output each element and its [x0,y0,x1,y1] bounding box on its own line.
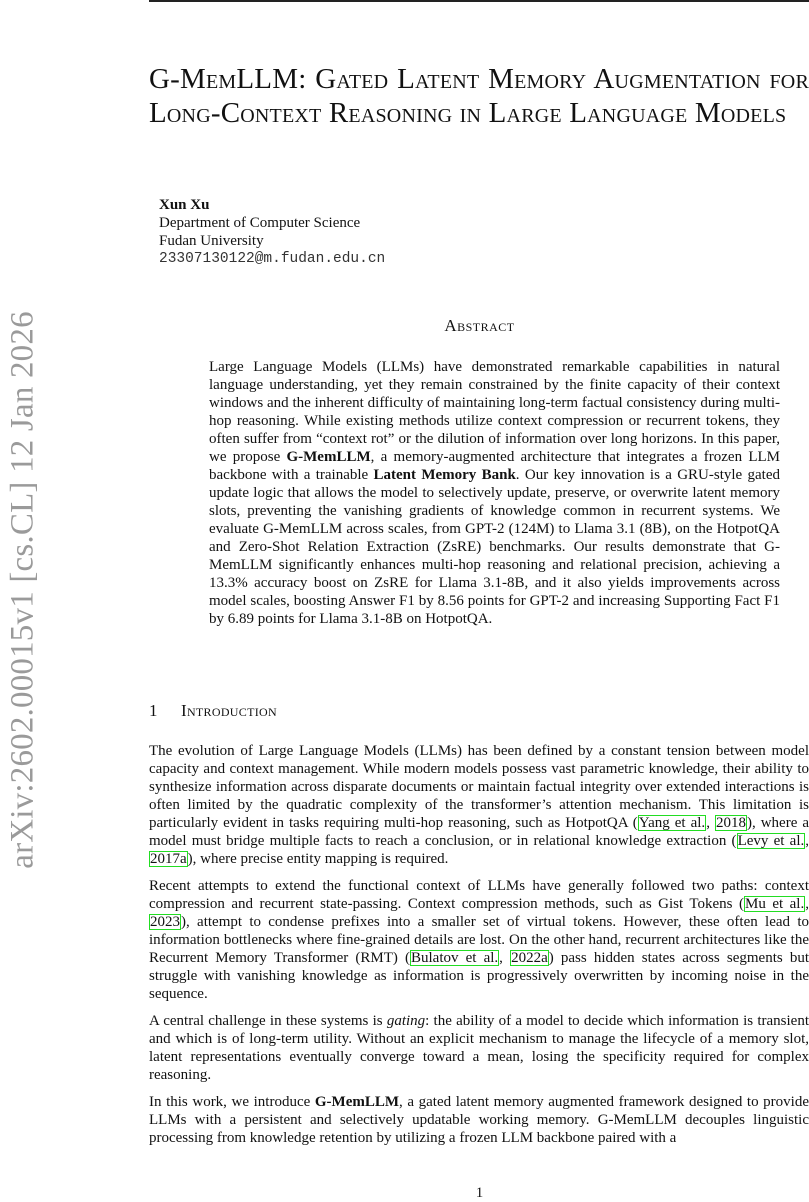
abstract-bold-memory-bank: Latent Memory Bank [373,467,516,483]
author-university: Fudan University [159,233,264,249]
paragraph-text: A central challenge in these systems is [149,1013,387,1029]
citation-link[interactable]: Yang et al. [638,815,706,831]
paragraph-text: ) pass hidden states across segments but struggle with vanishing knowledge as information is progressively overwritten by incoming noise in the sequence. [149,950,809,1002]
intro-paragraph: Recent attempts to extend the functional context of LLMs have generally followed two paths: context compression and recurrent state-passing. Context compression methods, such as Gist Tokens (Mu et al., 2023), attempt to condense prefixes into a smaller set of virtual tokens. However, these often lead to information bottlenecks where fine-grained details are lost. On the other hand, recurrent architectures like the Recurrent Memory Transformer (RMT) (Bulatov et al., 2022a) pass hidden states across segments but struggle with vanishing knowledge as information is progressively overwritten by incoming noise in the sequence. [149,878,809,1002]
author-name: Xun Xu [159,197,210,213]
abstract-body [209,358,780,628]
citation-year-link[interactable]: 2018 [715,815,746,831]
paragraph-text: ), attempt to condense prefixes into a smaller set of virtual tokens. However, these often lead to information bottlenecks where fine-grained details are lost. On the other hand, recurrent architectures like the Recurrent Memory Transformer (RMT) ( [149,914,809,966]
abstract-heading: Abstract [444,316,515,335]
intro-paragraph [149,1093,809,1147]
paragraph-text: The evolution of Large Language Models (LLMs) has been defined by a constant tension between model capacity and context management. While modern models possess vast parametric knowledge, their ability to synthesize information across disparate documents or maintain factual integrity over extended interactions is often limited by the quadratic complexity of the transformer’s attention mechanism. This limitation is particularly evident in tasks requiring multi-hop reasoning, such as HotpotQA ( [149,743,809,831]
abstract-text: , a memory-augmented architecture that integrates a frozen LLM backbone with a trainable [209,449,780,483]
paragraph-text: Recent attempts to extend the functional context of LLMs have generally followed two paths: context compression and recurrent state-passing. Context compression methods, such as Gist Tokens ( [149,878,809,912]
intro-paragraph: The evolution of Large Language Models (LLMs) has been defined by a constant tension between model capacity and context management. While modern models possess vast parametric knowledge, their ability to synthesize information across disparate documents or maintain factual integrity over extended interactions is often limited by the quadratic complexity of the transformer’s attention mechanism. This limitation is particularly evident in tasks requiring multi-hop reasoning, such as HotpotQA (Yang et al., 2018), where a model must bridge multiple facts to reach a conclusion, or in relational knowledge extraction (Levy et al., 2017a), where precise entity mapping is required. [149,743,809,867]
arxiv-stamp-text: arXiv:2602.00015v1 [cs.CL] 12 Jan 2026 [4,311,41,869]
paragraph-text: ), where precise entity mapping is required. [187,851,449,867]
introduction-body [149,742,809,1156]
abstract-bold-model-name: G-MemLLM [286,449,371,465]
top-rule [149,0,809,2]
paragraph-text: ), where a model must bridge multiple facts to reach a conclusion, or in relational knowledge extraction ( [149,815,809,849]
emphasis-gating: gating [386,1013,426,1029]
arxiv-stamp [2,300,44,880]
citation-year-link[interactable]: 2022a [511,950,548,966]
abstract-text: . Our key innovation is a GRU-style gated update logic that allows the model to selectively update, preserve, or overwrite latent memory slots, preventing the vanishing gradients of knowledge common in recurrent systems. We evaluate G-MemLLM across scales, from GPT-2 (124M) to Llama 3.1 (8B), on the HotpotQA and Zero-Shot Relation Extraction (ZsRE) benchmarks. Our results demonstrate that G-MemLLM significantly enhances multi-hop reasoning and relational precision, achieving a 13.3% accuracy boost on ZsRE for Llama 3.1-8B, and it also yields improvements across model scales, boosting Answer F1 by 8.56 points for GPT-2 and increasing Supporting Fact F1 by 6.89 points for Llama 3.1-8B on HotpotQA. [209,467,780,627]
bold-model-name: G-MemLLM [314,1094,400,1110]
intro-paragraph [149,1012,809,1084]
citation-year-link[interactable]: 2017a [150,851,187,867]
author-block [159,196,385,268]
citation-link[interactable]: Bulatov et al. [411,950,499,966]
author-department: Department of Computer Science [159,215,361,231]
paragraph-text: , a gated latent memory augmented framework designed to provide LLMs with a persistent and selectively updatable working memory. G-MemLLM decouples linguistic processing from knowledge retention by utilizing a frozen LLM backbone paired with a [149,1094,809,1146]
section-number: 1 [149,701,158,720]
section-heading-introduction [149,701,277,721]
paragraph-text: In this work, we introduce [149,1094,315,1110]
paper-title: G-MemLLM: Gated Latent Memory Augmentation for Long-Context Reasoning in Large Language Models [149,63,809,129]
author-email[interactable]: 23307130122@m.fudan.edu.cn [159,251,386,267]
citation-link[interactable]: Mu et al. [745,896,805,912]
citation-year-link[interactable]: 2023 [150,914,180,930]
abstract-text: Large Language Models (LLMs) have demonstrated remarkable capabilities in natural language understanding, yet they remain constrained by the finite capacity of their context windows and the inherent difficulty of maintaining long-term factual consistency during multi-hop reasoning. While existing methods utilize context compression or recurrent tokens, they often suffer from “context rot” or the dilution of information over long horizons. In this paper, we propose [209,359,780,465]
page-number: 1 [475,1185,484,1201]
section-title: Introduction [181,701,277,720]
paragraph-text: : the ability of a model to decide which information is transient and which is of long-term utility. Without an explicit mechanism to manage the lifecycle of a memory slot, latent representations eventually converge toward a mean, losing the specificity required for complex reasoning. [149,1013,809,1083]
citation-link[interactable]: Levy et al. [737,833,805,849]
